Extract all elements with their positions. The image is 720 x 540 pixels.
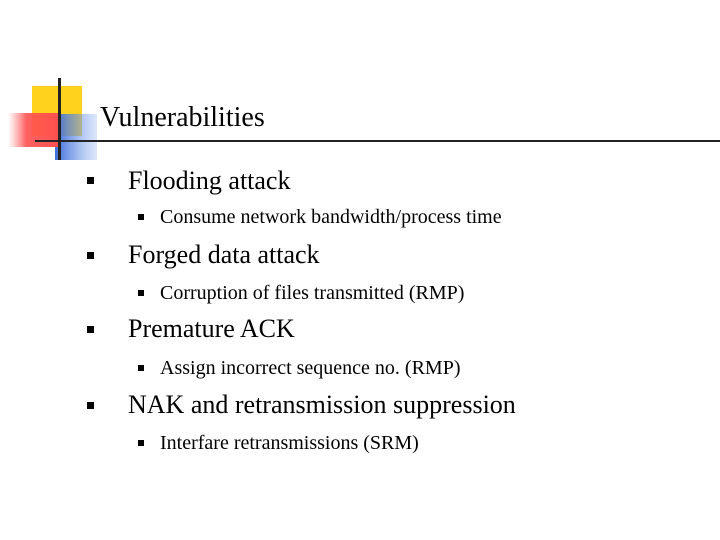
slide-title: Vulnerabilities [100, 102, 265, 133]
sub-bullet-text: Corruption of files transmitted (RMP) [160, 282, 465, 304]
square-bullet-icon [87, 402, 94, 409]
sub-bullet-text: Interfare retransmissions (SRM) [160, 432, 419, 454]
square-bullet-icon [138, 214, 144, 220]
square-bullet-icon [138, 365, 144, 371]
bullet-text: Flooding attack [128, 166, 291, 195]
square-bullet-icon [138, 290, 144, 296]
square-bullet-icon [87, 252, 94, 259]
sub-bullet-text: Assign incorrect sequence no. (RMP) [160, 357, 461, 379]
sub-bullet-text: Consume network bandwidth/process time [160, 206, 502, 228]
bullet-text: Forged data attack [128, 240, 320, 269]
square-bullet-icon [87, 177, 94, 184]
square-bullet-icon [87, 326, 94, 333]
bullet-text: NAK and retransmission suppression [128, 390, 516, 419]
square-bullet-icon [138, 440, 144, 446]
bullet-text: Premature ACK [128, 314, 295, 343]
